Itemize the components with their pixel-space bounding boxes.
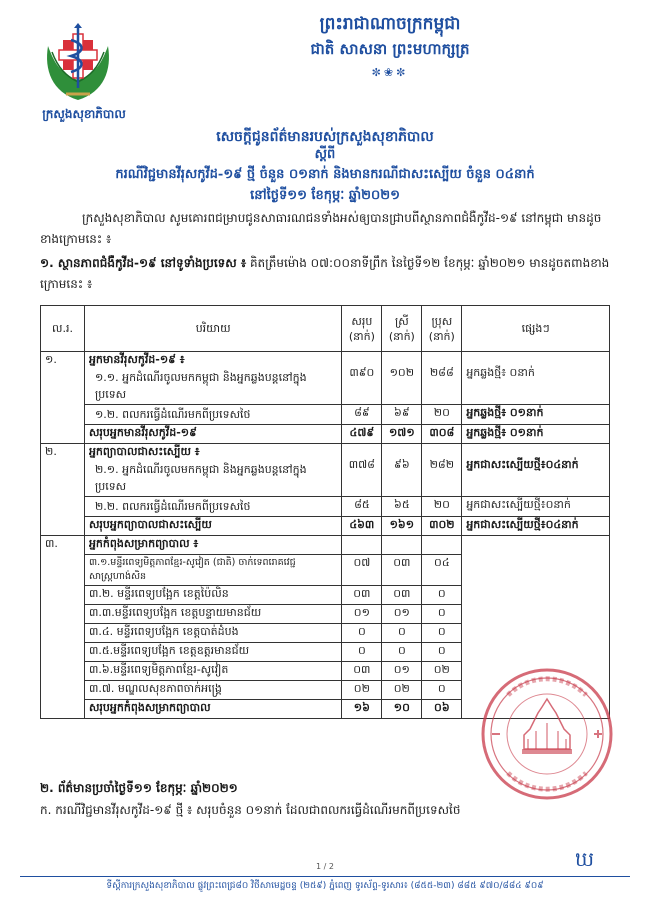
total-value: ១៦ xyxy=(342,700,382,719)
value-male: ២០ xyxy=(422,405,462,425)
ministry-logo-icon xyxy=(38,22,118,106)
value-total: ០២ xyxy=(342,681,382,700)
value-male: ០២ xyxy=(422,662,462,681)
table-header-row xyxy=(41,306,610,352)
cell-female xyxy=(382,352,422,405)
col-header-no: ល.រ. xyxy=(41,306,85,352)
value-total: ០៣ xyxy=(342,662,382,681)
row-description: ៣.៤. មន្ទីរពេទ្យបង្អែក ខេត្តបាត់ដំបង xyxy=(84,624,341,643)
row-description: ៣.៥.មន្ទីរពេទ្យបង្អែក ខេត្តឧត្តរមានជ័យ xyxy=(84,643,341,662)
value-total: ០ xyxy=(342,643,382,662)
empty-cell xyxy=(382,536,422,555)
doc-subject: ករណីវិជ្ជមានវីរុសកូវីដ-១៩ ថ្មី ចំនួន ០១នាក់ និងមានករណីជាសះស្បើយ ចំនួន ០៤នាក់ xyxy=(115,167,535,182)
row-description: ២.១. អ្នកដំណើរចូលមកកម្ពុជា និងអ្នកឆ្លងបន្តនៅក្នុងប្រទេស xyxy=(94,463,307,493)
section-1 xyxy=(40,253,620,295)
row-description xyxy=(84,405,341,425)
national-motto: ជាតិ សាសនា ព្រះមហាក្សត្រ xyxy=(310,40,470,58)
row-description: ៣.៣.មន្ទីរពេទ្យបង្អែក ខេត្តបន្ទាយមានជ័យ xyxy=(84,605,341,624)
col-header-male: ប្រុស (នាក់) xyxy=(422,306,462,352)
value-female: ០១ xyxy=(382,662,422,681)
empty-cell xyxy=(342,536,382,555)
value-note: អ្នកឆ្លងថ្មី៖ ០១នាក់ xyxy=(462,405,610,425)
value-total: ៨៩ xyxy=(342,405,382,425)
section-1-text: គិតត្រឹមម៉ោង ០៧:០០នាទីព្រឹក នៃថ្ងៃទី១២ ខែកុម្ភៈ ឆ្នាំ២០២១ មានដូចតពាងខាងក្រោមនេះ ៖ xyxy=(40,256,610,291)
ministry-name: ក្រសួងសុខាភិបាល xyxy=(42,107,126,121)
total-label: សរុបអ្នកមានវីរុសកូវីដ-១៩ xyxy=(84,425,341,444)
value-female: ០១ xyxy=(382,605,422,624)
row-description: ៣.៧. មណ្ឌលសុខភាពចាក់អង្រ្គេ xyxy=(84,681,341,700)
value-total: ០៣ xyxy=(342,586,382,605)
value-female: ៦៩ xyxy=(382,405,422,425)
empty-cell xyxy=(422,536,462,555)
value-female: ០៣ xyxy=(382,555,422,586)
footer-divider xyxy=(20,876,630,877)
table-total-row xyxy=(41,517,610,536)
col-header-note: ផ្សេងៗ xyxy=(462,306,610,352)
page-number: 1 / 2 xyxy=(316,862,334,871)
value-note: អ្នកឆ្លងថ្មី៖ ០នាក់ xyxy=(466,366,535,379)
value-female: ៩៦ xyxy=(394,458,410,471)
group-title: អ្នកកំពុងសម្រាកព្យាបាល ៖ xyxy=(88,537,199,550)
col-header-description: បរិយាយ xyxy=(84,306,341,352)
value-male: ០ xyxy=(422,643,462,662)
total-female: ១៧១ xyxy=(382,425,422,444)
row-description xyxy=(84,497,341,517)
section-1-heading: ១. ស្ថានភាពជំងឺកូវីដ-១៩ នៅទូទាំងប្រទេស ៖ xyxy=(40,256,247,270)
cell-note xyxy=(462,352,610,405)
value-female: ០ xyxy=(382,643,422,662)
total-male: ០៦ xyxy=(422,700,462,719)
row-description: ១.១. អ្នកដំណើរចូលមកកម្ពុជា និងអ្នកឆ្លងបន្តនៅក្នុងប្រទេស xyxy=(94,371,307,401)
total-value: ៤៧៩ xyxy=(342,425,382,444)
row-description-text: ២.២. ពលករធ្វើដំណើរមកពីប្រទេសថៃ xyxy=(94,500,251,513)
initial-signature: ឃ xyxy=(575,847,595,871)
value-total: ០១ xyxy=(342,605,382,624)
group-number: ៣. xyxy=(41,536,85,719)
table-row xyxy=(41,536,610,555)
doc-date: នៅថ្ងៃទី១១ ខែកុម្ភៈ ឆ្នាំ២០២១ xyxy=(250,188,400,203)
total-male: ៣០២ xyxy=(422,517,462,536)
total-value: ៤៦៣ xyxy=(342,517,382,536)
total-male: ៣០៨ xyxy=(422,425,462,444)
value-male: ២៨២ xyxy=(429,458,455,471)
total-note: អ្នកជាសះស្បើយថ្មី៖០៤នាក់ xyxy=(462,517,610,536)
doc-title-about: ស្តីពី xyxy=(314,147,336,162)
cell-total xyxy=(342,444,382,497)
value-total: ០៧ xyxy=(342,555,382,586)
decorative-ornament: ✼❀✼ xyxy=(371,66,409,79)
value-female: ៦៥ xyxy=(382,497,422,517)
total-note: អ្នកឆ្លងថ្មី៖ ០១នាក់ xyxy=(462,425,610,444)
value-note: អ្នកជាសះស្បើយថ្មី៖០៤នាក់ xyxy=(466,458,579,471)
row-description: ៣.១.មន្ទីរពេទ្យមិត្តភាពខ្មែរ-សូវៀត (ជាតិ) ចាក់ទេពរោគវេជ្ជសាស្ត្រហាង់សិន xyxy=(84,555,341,586)
group-title: អ្នកព្យាបាលជាសះស្បើយ ៖ xyxy=(88,445,200,458)
group-number: ១. xyxy=(41,352,85,444)
kingdom-heading: ព្រះរាជាណាចក្រកម្ពុជា xyxy=(319,14,461,34)
table-row xyxy=(41,444,610,497)
total-female: ១០ xyxy=(382,700,422,719)
group-title-cell xyxy=(84,536,341,555)
value-female: ០២ xyxy=(382,681,422,700)
table-total-row xyxy=(41,425,610,444)
table-cell xyxy=(84,352,341,405)
section-2-heading: ២. ព័ត៌មានប្រចាំថ្ងៃទី១១ ខែកុម្ភៈ ឆ្នាំ២០២១ xyxy=(40,781,238,795)
intro-paragraph: ក្រសួងសុខាភិបាល សូមគោរពជម្រាបជូនសាធារណជនទាំងអស់ឲ្យបានជ្រាបពីស្ថានភាពជំងឺកូវីដ-១៩ នៅកម្ពុជា មានដូចខាងក្រោមនេះ ៖ xyxy=(40,211,602,246)
group-number: ២. xyxy=(41,444,85,536)
cell-total xyxy=(342,352,382,405)
doc-title: សេចក្តីជូនព័ត៌មានរបស់ក្រសួងសុខាភិបាល xyxy=(216,129,434,145)
total-label: សរុបអ្នកកំពុងសម្រាកព្យាបាល xyxy=(84,700,341,719)
value-female: ០ xyxy=(382,624,422,643)
value-male: ០ xyxy=(422,586,462,605)
row-description: ៣.២. មន្ទីរពេទ្យបង្អែក ខេត្តប៉ៃលិន xyxy=(84,586,341,605)
covid-status-table xyxy=(40,305,610,719)
cell-note xyxy=(462,444,610,497)
value-total: ៣៧៨ xyxy=(348,458,375,471)
table-cell xyxy=(84,444,341,497)
value-male: ០៤ xyxy=(422,555,462,586)
value-male: ២០ xyxy=(422,497,462,517)
value-female: ០៣ xyxy=(382,586,422,605)
value-male: ២៨៨ xyxy=(429,366,454,379)
group-title: អ្នកមានវីរុសកូវីដ-១៩ ៖ xyxy=(88,353,185,366)
cell-male xyxy=(422,352,462,405)
table-row xyxy=(41,497,610,517)
value-note: អ្នកជាសះស្បើយថ្មី៖០នាក់ xyxy=(462,497,610,517)
cell-male xyxy=(422,444,462,497)
row-description-text: ១.២. ពលករធ្វើដំណើរមកពីប្រទេសថៃ xyxy=(94,408,251,421)
value-male: ០ xyxy=(422,624,462,643)
total-female: ១៦១ xyxy=(382,517,422,536)
total-label: សរុបអ្នកព្យាបាលជាសះស្បើយ xyxy=(84,517,341,536)
table-row xyxy=(41,352,610,405)
cell-female xyxy=(382,444,422,497)
value-total: ៨៥ xyxy=(342,497,382,517)
value-male: ០ xyxy=(422,605,462,624)
table-row xyxy=(41,405,610,425)
value-total: ៣៩០ xyxy=(349,366,375,379)
row-description: ៣.៦.មន្ទីរពេទ្យមិត្តភាពខ្មែរ-សូវៀត xyxy=(84,662,341,681)
value-female: ១០២ xyxy=(389,366,415,379)
section-2-item-a: ក. ករណីវិជ្ជមានវីរុសកូវីដ-១៩ ថ្មី ៖ សរុបចំនួន ០១នាក់ ដែលជាពលករធ្វើដំណើរមកពីប្រទេសថៃ xyxy=(40,803,461,817)
footer-address: ទីស្តីការក្រសួងសុខាភិបាល ផ្លូវព្រះពេជ្រ៨០ វិថីសាមេដ្ឋចន្ទ (២៥៩) ភ្នំពេញ ទូរស័ព្ទ-ទូរសារ៖ (៨៥៥-២៣) ៨៨៥ ៩៧០/៨៨៤ ៩០៩ xyxy=(106,881,544,891)
value-male: ០ xyxy=(422,681,462,700)
value-total: ០ xyxy=(342,624,382,643)
col-header-total: សរុប (នាក់) xyxy=(342,306,382,352)
col-header-female: ស្រី (នាក់) xyxy=(382,306,422,352)
